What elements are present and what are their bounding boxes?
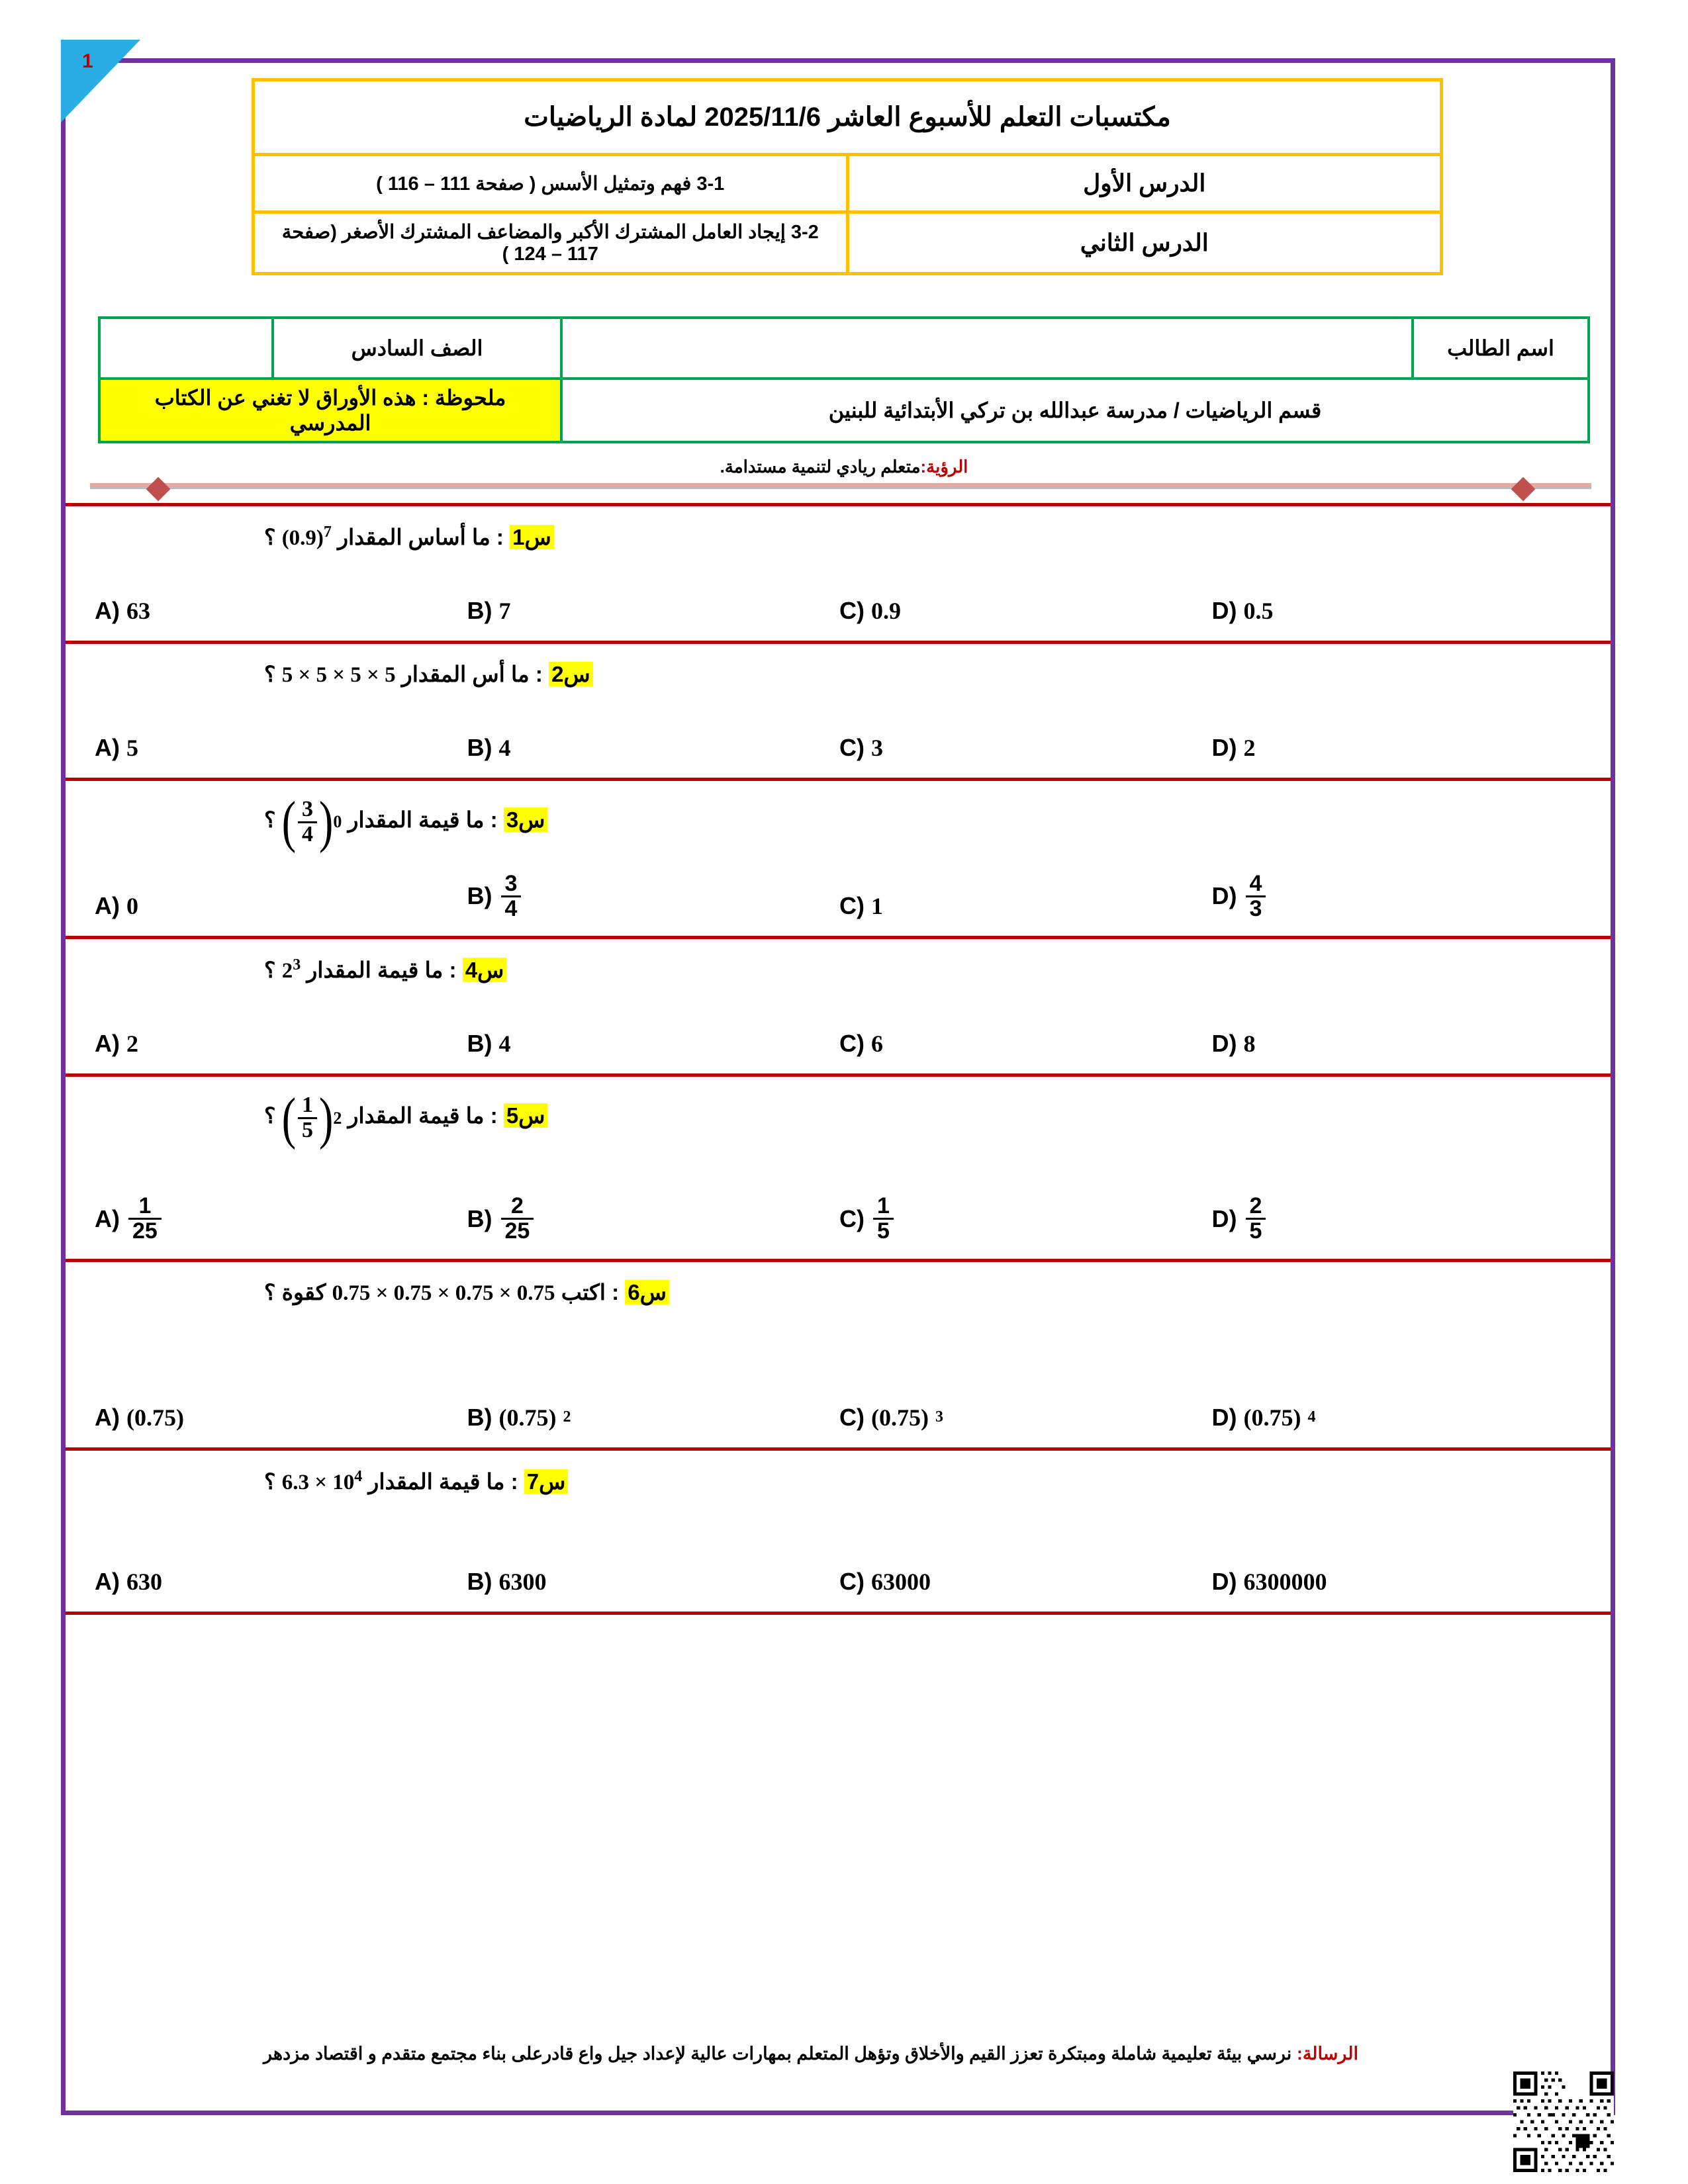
- option-5-d-letter: D): [1211, 1205, 1237, 1232]
- option-3-c-letter: C): [839, 892, 865, 920]
- option-3-a-value: 0: [126, 893, 138, 920]
- student-info-table: [98, 316, 1590, 443]
- question-5-frac-denominator: 5: [298, 1117, 317, 1142]
- option-1-c-letter: C): [839, 597, 865, 624]
- header-title-row: [254, 80, 1442, 155]
- option-7-c-value: 63000: [871, 1568, 931, 1595]
- option-1-c-value: 0.9: [871, 598, 901, 624]
- question-6-expression: 0.75 × 0.75 × 0.75 × 0.75: [332, 1281, 555, 1305]
- option-5-b-letter: B): [467, 1205, 492, 1232]
- vision-label: الرؤية:: [920, 457, 968, 477]
- mission-statement: [132, 2044, 1489, 2064]
- option-1-b-value: 7: [498, 598, 511, 624]
- qr-code-icon: [1513, 2071, 1614, 2172]
- question-5-exponent: 2: [333, 1108, 342, 1128]
- student-name-field[interactable]: [561, 318, 1413, 379]
- lesson-2-key: الدرس الثاني: [847, 212, 1442, 274]
- option-5-b[interactable]: [467, 1195, 840, 1242]
- question-7-text: [66, 1451, 1611, 1499]
- option-1-a[interactable]: [95, 597, 467, 625]
- option-1-a-letter: A): [95, 597, 120, 624]
- question-2-expression: 5 × 5 × 5 × 5: [281, 663, 396, 687]
- option-5-c-denominator: 5: [873, 1218, 894, 1243]
- option-6-c-letter: C): [839, 1403, 865, 1431]
- option-6-b[interactable]: [467, 1404, 840, 1432]
- school-label: قسم الرياضيات / مدرسة عبدالله بن تركي الأبتدائية للبنين: [561, 379, 1589, 442]
- option-2-d-letter: D): [1211, 734, 1237, 761]
- option-4-d[interactable]: [1212, 1030, 1585, 1058]
- page-title: مكتسبات التعلم للأسبوع العاشر 2025/11/6 لمادة الرياضيات: [254, 80, 1442, 155]
- option-2-a-value: 5: [126, 735, 138, 761]
- option-2-d-value: 2: [1243, 735, 1256, 761]
- option-6-d-letter: D): [1211, 1403, 1237, 1431]
- grade-label: الصف السادس: [273, 318, 561, 379]
- question-7-exponent: 4: [354, 1467, 363, 1485]
- option-6-d[interactable]: [1212, 1404, 1585, 1432]
- option-4-b[interactable]: [467, 1030, 840, 1058]
- question-7-mark: ؟: [264, 1469, 276, 1494]
- option-1-d-letter: D): [1211, 597, 1237, 624]
- option-5-c-numerator: 1: [877, 1193, 890, 1219]
- decorative-divider: [73, 480, 1609, 490]
- option-5-c[interactable]: [839, 1195, 1212, 1242]
- question-7-prefix: : ما قيمة المقدار: [368, 1469, 518, 1494]
- option-5-b-denominator: 25: [501, 1218, 534, 1243]
- question-4-options: [66, 999, 1611, 1073]
- question-block-1: [66, 503, 1611, 644]
- option-4-b-value: 4: [498, 1030, 511, 1058]
- question-6-text: [66, 1262, 1611, 1310]
- question-1-exponent: 7: [323, 523, 332, 541]
- question-block-2: [66, 644, 1611, 781]
- question-6-mid: كقوة: [281, 1279, 326, 1304]
- option-6-d-exponent: 4: [1307, 1408, 1316, 1426]
- option-2-b-value: 4: [498, 735, 511, 761]
- question-2-text: [66, 644, 1611, 692]
- question-block-7: [66, 1451, 1611, 1615]
- option-4-a-letter: A): [95, 1030, 120, 1058]
- corner-triangle-decoration: [61, 40, 140, 122]
- option-5-d-numerator: 2: [1249, 1193, 1262, 1219]
- option-4-a[interactable]: [95, 1030, 467, 1058]
- option-2-b[interactable]: [467, 734, 840, 762]
- question-block-5: [66, 1077, 1611, 1261]
- option-4-a-value: 2: [126, 1030, 138, 1058]
- vision-text: متعلم ريادي لتنمية مستدامة.: [720, 457, 921, 477]
- mission-text: نرسي بيئة تعليمية شاملة ومبتكرة تعزز القيم والأخلاق وتؤهل المتعلم بمهارات عالية لإعداد جيل واع قادرعلى بناء مجتمع متقدم و اقتصاد مزدهر: [263, 2044, 1292, 2064]
- questions-container: [66, 503, 1611, 1615]
- option-4-c-value: 6: [871, 1030, 883, 1058]
- question-5-frac-numerator: 1: [302, 1093, 313, 1118]
- option-3-b-letter: B): [467, 882, 492, 910]
- question-5-text: س5 : ما قيمة المقدار ( $\frac{1}{5}$ ) 2 ؟: [66, 1077, 1611, 1146]
- question-3-exponent: 0: [333, 812, 342, 832]
- option-6-b-value: (0.75): [498, 1404, 557, 1431]
- option-6-b-letter: B): [467, 1403, 492, 1431]
- question-3-number: س3: [504, 807, 548, 832]
- option-2-c[interactable]: [839, 734, 1212, 762]
- option-7-c[interactable]: [839, 1568, 1212, 1596]
- question-5-options: [66, 1185, 1611, 1259]
- option-7-c-letter: C): [839, 1567, 865, 1595]
- option-2-c-value: 3: [871, 735, 883, 761]
- question-1-number: س1: [510, 525, 554, 549]
- option-6-c[interactable]: [839, 1404, 1212, 1432]
- lesson-1-key: الدرس الأول: [847, 155, 1442, 212]
- question-5-prefix: : ما قيمة المقدار: [348, 1103, 498, 1128]
- question-block-6: [66, 1262, 1611, 1451]
- question-6-options: [66, 1373, 1611, 1447]
- option-1-b-letter: B): [467, 597, 492, 624]
- lesson-row-1: [254, 155, 1442, 212]
- option-4-b-letter: B): [467, 1030, 492, 1058]
- question-1-expression: (0.9): [281, 526, 324, 550]
- option-7-d[interactable]: [1212, 1568, 1585, 1596]
- option-7-a-value: 630: [126, 1568, 162, 1595]
- option-1-d-value: 0.5: [1243, 598, 1274, 624]
- question-3-prefix: : ما قيمة المقدار: [348, 807, 498, 832]
- option-2-d[interactable]: [1212, 734, 1585, 762]
- question-1-options: [66, 567, 1611, 641]
- option-5-d-denominator: 5: [1246, 1218, 1266, 1243]
- extra-field[interactable]: [99, 318, 273, 379]
- option-1-c[interactable]: [839, 597, 1212, 625]
- question-2-number: س2: [549, 662, 593, 686]
- option-6-a[interactable]: [95, 1404, 467, 1432]
- lesson-1-value: 3-1 فهم وتمثيل الأسس ( صفحة 111 – 116 ): [254, 155, 848, 212]
- question-6-mark: ؟: [264, 1279, 276, 1304]
- header-table: [252, 78, 1443, 275]
- vision-statement: [98, 457, 1590, 477]
- question-2-mark: ؟: [264, 662, 276, 686]
- note-label: ملحوظة : هذه الأوراق لا تغني عن الكتاب المدرسي: [99, 379, 561, 442]
- option-4-c-letter: C): [839, 1030, 865, 1058]
- option-7-a-letter: A): [95, 1567, 120, 1595]
- question-6-prefix: : اكتب: [561, 1279, 620, 1304]
- option-3-a-letter: A): [95, 892, 120, 920]
- option-4-d-value: 8: [1243, 1030, 1256, 1058]
- option-4-d-letter: D): [1211, 1030, 1237, 1058]
- option-3-a[interactable]: [95, 892, 467, 920]
- school-note-row: [99, 379, 1589, 442]
- option-3-c-value: 1: [871, 893, 883, 920]
- question-4-prefix: : ما قيمة المقدار: [306, 958, 457, 983]
- option-5-b-numerator: 2: [510, 1193, 524, 1219]
- option-6-c-value: (0.75): [871, 1404, 929, 1431]
- question-2-prefix: : ما أس المقدار: [401, 662, 543, 686]
- question-5-mark: ؟: [264, 1103, 276, 1128]
- option-1-a-value: 63: [126, 598, 150, 624]
- lesson-row-2: [254, 212, 1442, 274]
- question-6-number: س6: [625, 1280, 669, 1304]
- question-2-options: [66, 704, 1611, 778]
- student-name-label: اسم الطالب: [1413, 318, 1589, 379]
- question-4-expression: 2: [281, 959, 293, 983]
- option-5-a-letter: A): [95, 1205, 120, 1232]
- option-7-b-value: 6300: [498, 1568, 547, 1595]
- lesson-2-value: 3-2 إيجاد العامل المشترك الأكبر والمضاعف المشترك الأصغر (صفحة 117 – 124 ): [254, 212, 848, 274]
- option-7-d-letter: D): [1211, 1567, 1237, 1595]
- option-6-a-letter: A): [95, 1403, 120, 1431]
- question-block-3: [66, 781, 1611, 939]
- question-7-options: [66, 1537, 1611, 1612]
- question-4-mark: ؟: [264, 958, 276, 983]
- question-4-text: [66, 939, 1611, 987]
- question-4-number: س4: [463, 958, 507, 982]
- option-3-d[interactable]: [1212, 872, 1585, 920]
- question-1-mark: ؟: [264, 525, 276, 549]
- option-6-a-value: (0.75): [126, 1404, 184, 1431]
- option-2-a-letter: A): [95, 734, 120, 761]
- question-1-text: [66, 506, 1611, 555]
- option-7-a[interactable]: [95, 1568, 467, 1596]
- option-6-b-exponent: 2: [563, 1408, 571, 1426]
- option-7-b[interactable]: [467, 1568, 840, 1596]
- option-6-d-value: (0.75): [1243, 1404, 1301, 1431]
- option-7-d-value: 6300000: [1243, 1568, 1327, 1595]
- option-1-b[interactable]: [467, 597, 840, 625]
- option-2-b-letter: B): [467, 734, 492, 761]
- question-7-number: س7: [524, 1469, 569, 1494]
- question-block-4: [66, 939, 1611, 1077]
- page-number: 1: [82, 50, 93, 72]
- question-1-prefix: : ما أساس المقدار: [338, 525, 504, 549]
- option-6-c-exponent: 3: [935, 1408, 943, 1426]
- student-info-row: [99, 318, 1589, 379]
- question-5-number: س5: [504, 1103, 548, 1128]
- option-3-b-numerator: 3: [504, 871, 518, 896]
- option-4-c[interactable]: [839, 1030, 1212, 1058]
- option-5-a-denominator: 25: [128, 1218, 162, 1243]
- question-3-text: س3 : ما قيمة المقدار ( $\frac{3}{4}$ ) 0 ؟: [66, 781, 1611, 850]
- question-3-frac-numerator: 3: [302, 797, 313, 821]
- option-3-c[interactable]: [839, 892, 1212, 920]
- option-7-b-letter: B): [467, 1567, 492, 1595]
- option-1-d[interactable]: [1212, 597, 1585, 625]
- question-3-frac-denominator: 4: [298, 821, 317, 846]
- question-4-exponent: 3: [293, 956, 301, 974]
- option-3-d-denominator: 3: [1246, 895, 1266, 921]
- option-3-b-denominator: 4: [501, 895, 522, 921]
- option-2-a[interactable]: [95, 734, 467, 762]
- option-2-c-letter: C): [839, 734, 865, 761]
- mission-label: الرسالة:: [1296, 2044, 1359, 2064]
- option-3-d-numerator: 4: [1249, 871, 1262, 896]
- question-3-options: [66, 862, 1611, 936]
- question-3-mark: ؟: [264, 807, 276, 832]
- option-3-d-letter: D): [1211, 882, 1237, 910]
- option-5-d[interactable]: [1212, 1195, 1585, 1242]
- option-5-a-numerator: 1: [138, 1193, 152, 1219]
- option-5-c-letter: C): [839, 1205, 865, 1232]
- option-5-a[interactable]: [95, 1195, 467, 1242]
- question-7-expression: 6.3 × 10: [281, 1470, 355, 1494]
- option-3-b[interactable]: [467, 872, 840, 920]
